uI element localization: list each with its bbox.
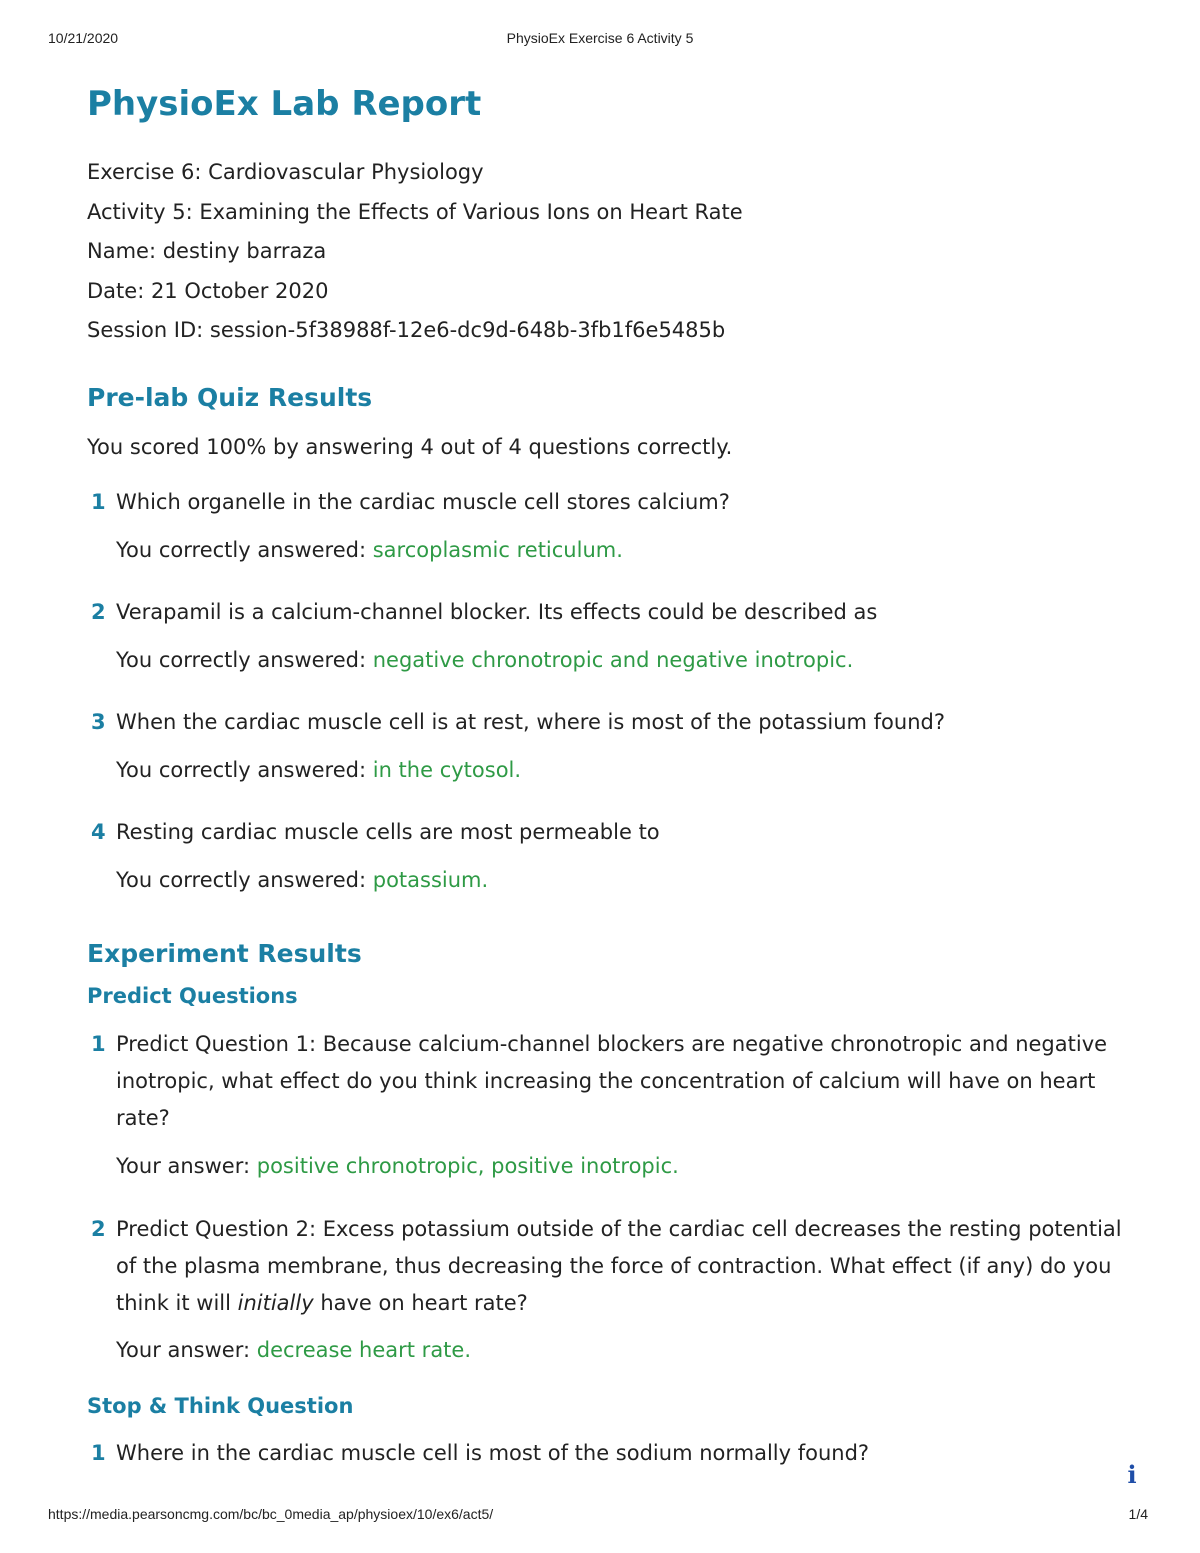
answer-value: positive chronotropic, positive inotropic. xyxy=(256,1154,679,1178)
question-text: Resting cardiac muscle cells are most permeable to xyxy=(116,820,660,844)
info-icon[interactable]: i xyxy=(1127,1460,1137,1489)
answer-prefix: Your answer: xyxy=(116,1338,257,1362)
prelab-answer xyxy=(116,648,853,672)
question-number: 2 xyxy=(91,1217,106,1241)
prelab-answer xyxy=(116,868,488,892)
question-text: Where in the cardiac muscle cell is most of the sodium normally found? xyxy=(116,1441,870,1465)
exercise-line: Exercise 6: Cardiovascular Physiology xyxy=(87,160,484,184)
answer-value: negative chronotropic and negative inotropic. xyxy=(372,648,854,672)
answer-value: sarcoplasmic reticulum. xyxy=(372,538,623,562)
question-text xyxy=(116,1211,1146,1322)
print-header xyxy=(48,30,1152,50)
question-text-part: have on heart rate? xyxy=(313,1291,528,1315)
answer-prefix: You correctly answered: xyxy=(116,758,373,782)
question-text: Verapamil is a calcium-channel blocker. Its effects could be described as xyxy=(116,600,878,624)
predict-answer xyxy=(116,1338,471,1362)
answer-value: decrease heart rate. xyxy=(256,1338,472,1362)
session-line: Session ID: session-5f38988f-12e6-dc9d-648b-3fb1f6e5485b xyxy=(87,318,726,342)
page-number: 1/4 xyxy=(1128,1506,1148,1522)
predict-heading: Predict Questions xyxy=(87,984,298,1008)
date-line: Date: 21 October 2020 xyxy=(87,279,329,303)
question-text-part: Predict Question 2: Excess potassium outside of the cardiac cell decreases the resting potential of the plasma membrane, thus decreasing the force of contraction. What effect (if any) do you think it will xyxy=(116,1217,1122,1315)
answer-prefix: Your answer: xyxy=(116,1154,257,1178)
name-line: Name: destiny barraza xyxy=(87,239,327,263)
answer-prefix: You correctly answered: xyxy=(116,868,373,892)
activity-line: Activity 5: Examining the Effects of Various Ions on Heart Rate xyxy=(87,200,743,224)
question-number: 1 xyxy=(91,1032,106,1056)
print-footer xyxy=(48,1506,1152,1526)
question-number: 3 xyxy=(91,710,106,734)
predict-answer xyxy=(116,1154,679,1178)
prelab-score: You scored 100% by answering 4 out of 4 questions correctly. xyxy=(87,435,733,459)
question-text: Which organelle in the cardiac muscle cell stores calcium? xyxy=(116,490,730,514)
question-text: When the cardiac muscle cell is at rest, where is most of the potassium found? xyxy=(116,710,945,734)
stop-think-heading: Stop & Think Question xyxy=(87,1394,354,1418)
experiment-heading: Experiment Results xyxy=(87,939,362,968)
answer-value: in the cytosol. xyxy=(372,758,522,782)
answer-prefix: You correctly answered: xyxy=(116,538,373,562)
question-number: 1 xyxy=(91,490,106,514)
question-number: 1 xyxy=(91,1441,106,1465)
footer-url: https://media.pearsoncmg.com/bc/bc_0media_ap/physioex/10/ex6/act5/ xyxy=(48,1506,494,1522)
question-number: 4 xyxy=(91,820,106,844)
prelab-heading: Pre-lab Quiz Results xyxy=(87,383,373,412)
question-text: Predict Question 1: Because calcium-channel blockers are negative chronotropic and negative inotropic, what effect do you think increasing the concentration of calcium will have on heart rate? xyxy=(116,1032,1108,1130)
question-number: 2 xyxy=(91,600,106,624)
answer-value: potassium. xyxy=(372,868,489,892)
answer-prefix: You correctly answered: xyxy=(116,648,373,672)
prelab-answer xyxy=(116,758,521,782)
print-date: 10/21/2020 xyxy=(48,30,119,46)
prelab-answer xyxy=(116,538,623,562)
question-text-emphasis: initially xyxy=(237,1291,314,1315)
report-title: PhysioEx Lab Report xyxy=(87,84,482,124)
print-title: PhysioEx Exercise 6 Activity 5 xyxy=(506,30,694,46)
